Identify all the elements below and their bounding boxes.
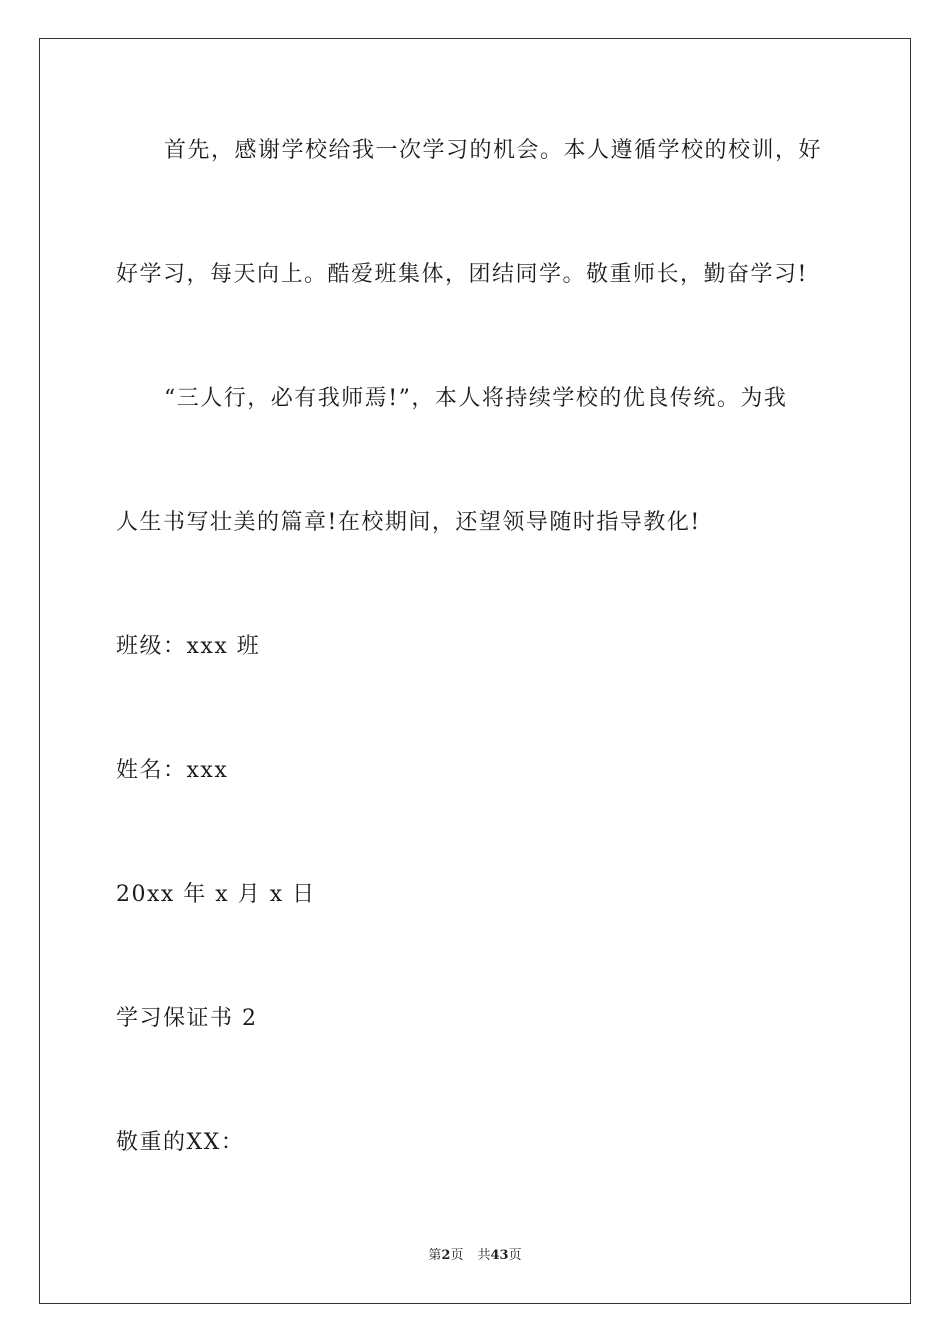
total-prefix: 共: [477, 1248, 491, 1263]
name-field: 姓名：xxx: [116, 758, 229, 783]
body-line-4: 人生书写壮美的篇章!在校期间，还望领导随时指导教化!: [116, 510, 701, 535]
page-footer: [0, 1246, 950, 1266]
body-line-3: “三人行，必有我师焉!”，本人将持续学校的优良传统。为我: [164, 386, 788, 411]
page-prefix: 第: [428, 1248, 442, 1263]
salutation: 敬重的XX：: [116, 1130, 245, 1155]
date-field: 20xx 年 x 月 x 日: [116, 882, 316, 907]
page-suffix: 页: [450, 1248, 464, 1263]
body-line-2: 好学习，每天向上。酷爱班集体，团结同学。敬重师长，勤奋学习!: [116, 262, 808, 287]
total-pages: 43: [490, 1248, 509, 1263]
total-suffix: 页: [508, 1248, 522, 1263]
section-title: 学习保证书 2: [116, 1006, 258, 1031]
page-border: [39, 38, 911, 1304]
page-number: 2: [441, 1248, 451, 1263]
body-line-1: 首先，感谢学校给我一次学习的机会。本人遵循学校的校训，好: [164, 138, 823, 163]
class-field: 班级：xxx 班: [116, 634, 261, 659]
